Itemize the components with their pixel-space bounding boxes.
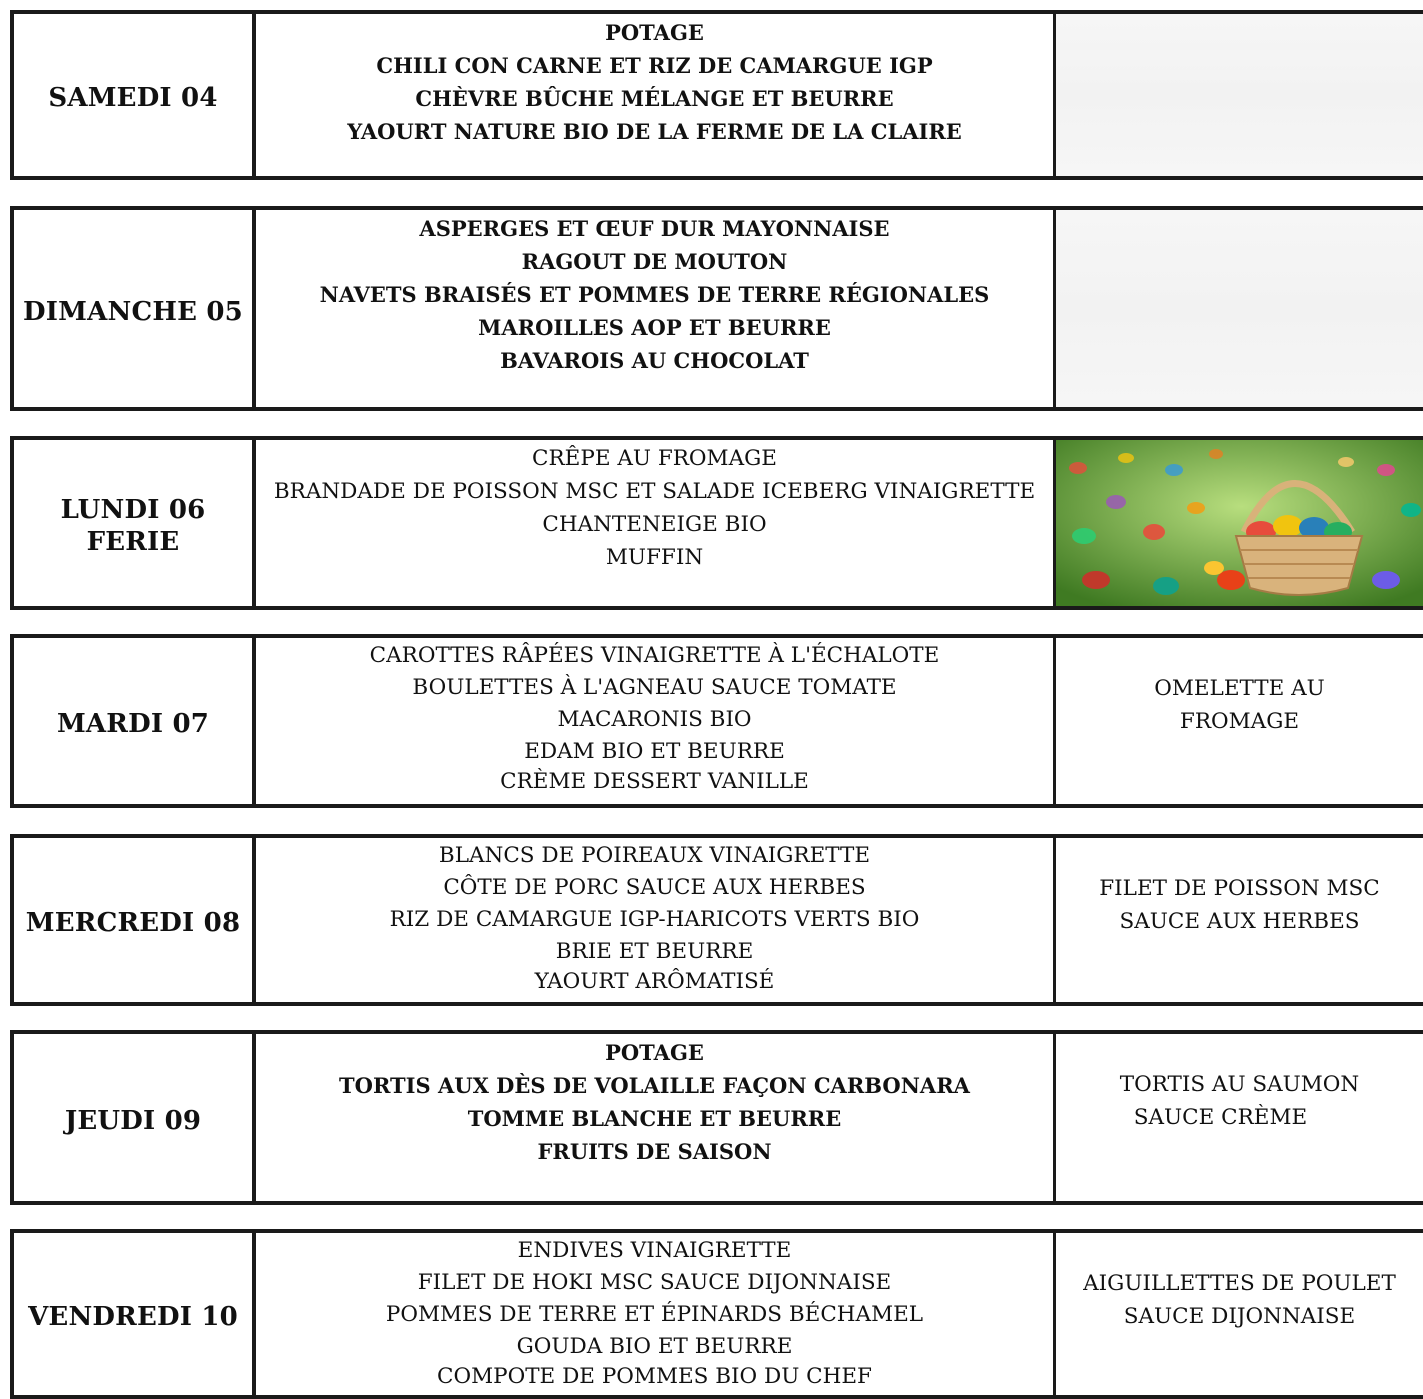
alternative-cell [1056,1233,1423,1395]
menu-item: CRÈME DESSERT VANILLE [500,769,809,794]
alternative-cell [1056,14,1423,176]
day-label [14,14,256,176]
menu-item: ASPERGES ET ŒUF DUR MAYONNAISE [419,216,890,241]
menu-cell [256,14,1056,176]
day-name: JEUDI 09 [64,1105,202,1136]
day-name: MARDI 07 [56,709,210,739]
day-name: VENDREDI 10 [28,1302,238,1332]
alternative-cell [1056,838,1423,1002]
menu-item: CAROTTES RÂPÉES VINAIGRETTE À L'ÉCHALOTE [369,643,940,668]
easter-eggs-image [1056,440,1423,606]
menu-item: BRANDADE DE POISSON MSC ET SALADE ICEBERG VINAIGRETTE [273,479,1036,504]
day-row-lundi [10,436,1423,610]
menu-item: BAVAROIS AU CHOCOLAT [500,348,809,373]
menu-item: CRÊPE AU FROMAGE [532,446,777,471]
menu-item: POTAGE [605,20,704,45]
holiday-label: FERIE [86,527,180,557]
day-label [14,440,256,606]
menu-item: CHÈVRE BÛCHE MÉLANGE ET BEURRE [415,86,894,111]
menu-item: POTAGE [605,1040,704,1065]
menu-cell [256,1034,1056,1201]
menu-item: CHILI CON CARNE ET RIZ DE CAMARGUE IGP [376,53,933,78]
menu-item: POMMES DE TERRE ET ÉPINARDS BÉCHAMEL [385,1302,924,1327]
menu-item: BRIE ET BEURRE [555,939,754,964]
alternative-item: AIGUILLETTES DE POULET [1083,1271,1396,1296]
menu-item: TORTIS AUX DÈS DE VOLAILLE FAÇON CARBONARA [339,1073,970,1098]
day-row-mardi [10,634,1423,808]
alternative-item: SAUCE DIJONNAISE [1123,1304,1356,1329]
day-name: SAMEDI 04 [48,83,218,113]
alternative-cell [1056,638,1423,804]
menu-item: FILET DE HOKI MSC SAUCE DIJONNAISE [417,1270,892,1295]
menu-cell [256,210,1056,407]
alternative-cell [1056,1034,1423,1201]
menu-item: BOULETTES À L'AGNEAU SAUCE TOMATE [412,675,897,700]
day-row-jeudi [10,1030,1423,1205]
menu-item: RIZ DE CAMARGUE IGP-HARICOTS VERTS BIO [389,907,920,932]
menu-cell [256,1233,1056,1395]
menu-item: CÔTE DE PORC SAUCE AUX HERBES [443,875,866,900]
day-label [14,638,256,804]
alternative-item: FROMAGE [1179,709,1300,734]
day-row-samedi [10,10,1423,180]
menu-item: RAGOUT DE MOUTON [521,249,788,274]
menu-item: ENDIVES VINAIGRETTE [517,1238,792,1263]
menu-item: MUFFIN [605,545,704,570]
day-label [14,210,256,407]
menu-item: COMPOTE DE POMMES BIO DU CHEF [437,1364,872,1389]
menu-item: YAOURT NATURE BIO DE LA FERME DE LA CLAIRE [347,119,962,144]
menu-item: CHANTENEIGE BIO [542,512,767,537]
menu-item: EDAM BIO ET BEURRE [524,739,785,764]
day-label [14,1233,256,1395]
menu-item: TOMME BLANCHE ET BEURRE [467,1106,842,1131]
menu-cell [256,838,1056,1002]
day-label [14,838,256,1002]
alternative-item: SAUCE CRÈME [1133,1105,1308,1130]
day-name: LUNDI 06 [60,495,206,525]
alternative-item: TORTIS AU SAUMON [1119,1072,1360,1097]
day-row-vendredi [10,1229,1423,1399]
day-row-dimanche [10,206,1423,411]
menu-cell [256,440,1056,606]
alternative-item: FILET DE POISSON MSC [1099,876,1380,901]
day-row-mercredi [10,834,1423,1006]
menu-cell [256,638,1056,804]
day-name: MERCREDI 08 [25,908,241,938]
alternative-item: SAUCE AUX HERBES [1119,909,1360,934]
menu-item: NAVETS BRAISÉS ET POMMES DE TERRE RÉGIONALES [319,282,990,307]
day-label [14,1034,256,1201]
menu-item: BLANCS DE POIREAUX VINAIGRETTE [438,843,871,868]
menu-item: MACARONIS BIO [557,707,752,732]
menu-item: MAROILLES AOP ET BEURRE [478,315,831,340]
easter-basket-illustration [1056,440,1423,606]
day-name: DIMANCHE 05 [23,296,243,327]
menu-item: YAOURT ARÔMATISÉ [534,969,775,994]
alternative-item: OMELETTE AU [1154,676,1325,701]
menu-item: FRUITS DE SAISON [537,1139,772,1164]
menu-item: GOUDA BIO ET BEURRE [516,1334,793,1359]
alternative-cell [1056,210,1423,407]
